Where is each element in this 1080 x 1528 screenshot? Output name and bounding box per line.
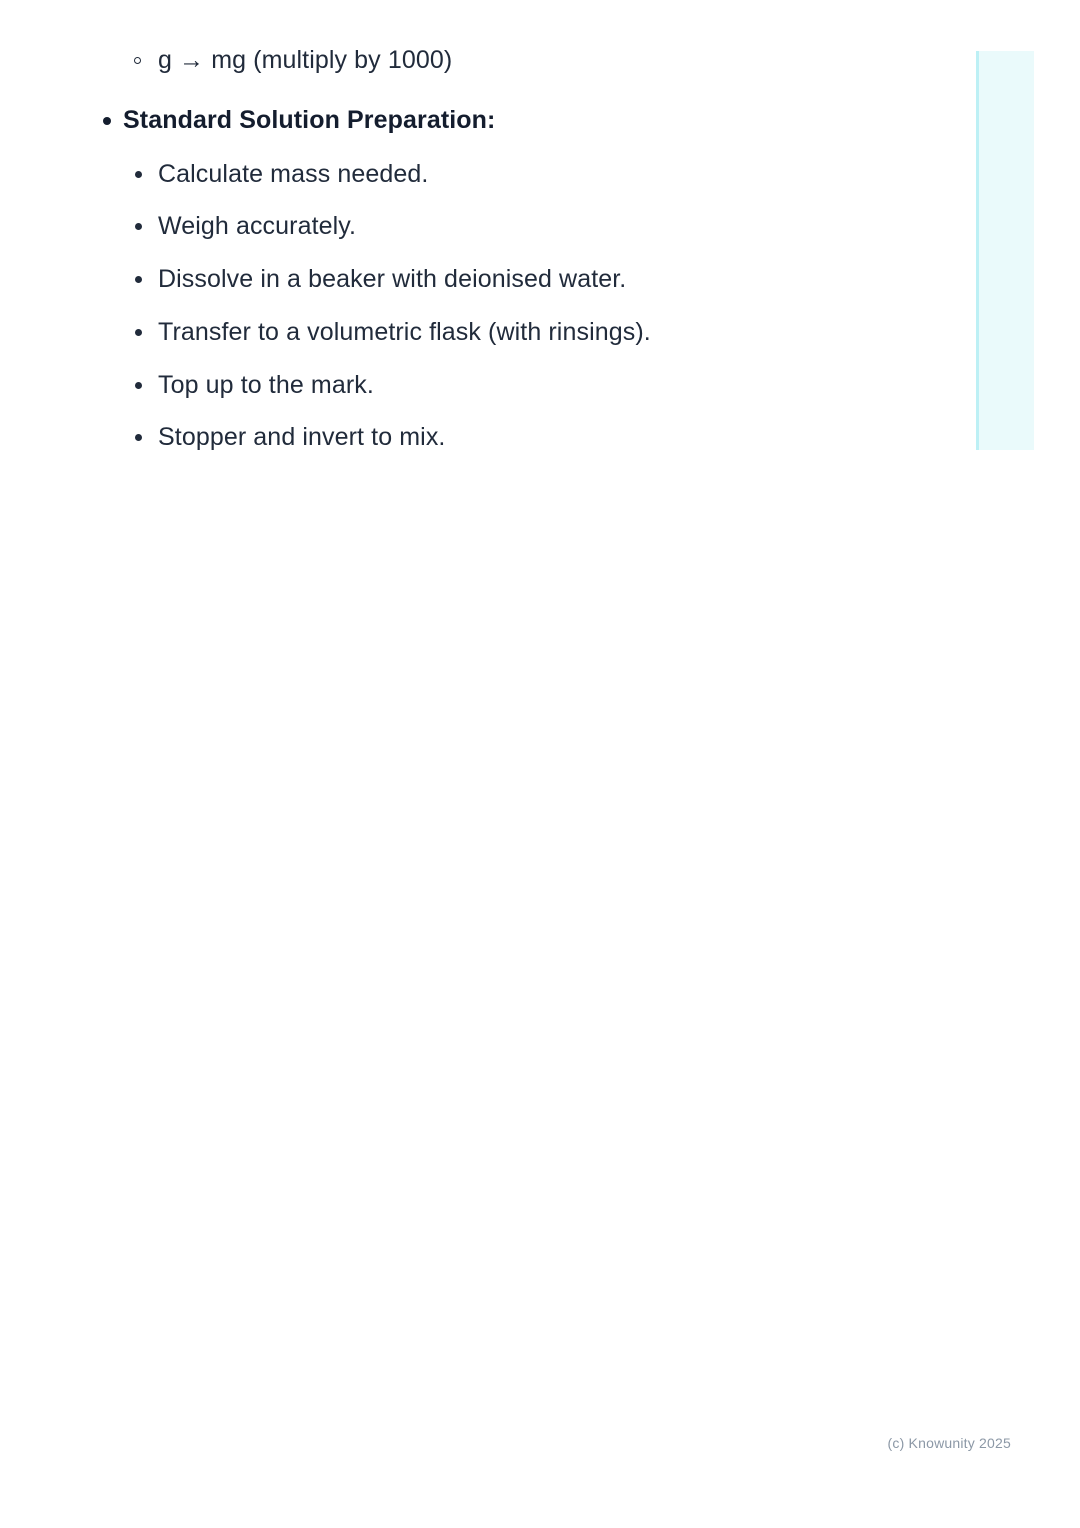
list-item: Calculate mass needed. xyxy=(0,158,940,192)
list-item: Stopper and invert to mix. xyxy=(0,421,940,455)
outline-list xyxy=(0,44,940,78)
section-heading-standard-solution-preparation: Standard Solution Preparation: xyxy=(0,104,940,138)
list-item-conversion: g → mg (multiply by 1000) xyxy=(0,44,940,78)
list-item: Transfer to a volumetric flask (with rinsings). xyxy=(0,316,940,350)
list-item: Top up to the mark. xyxy=(0,369,940,403)
steps-list xyxy=(0,158,940,456)
section-list xyxy=(0,104,940,138)
list-item: Dissolve in a beaker with deionised water. xyxy=(0,263,940,297)
document-content xyxy=(0,0,940,474)
decorative-accent-bar xyxy=(976,51,1034,450)
list-item: Weigh accurately. xyxy=(0,210,940,244)
footer-copyright: (c) Knowunity 2025 xyxy=(887,1435,1011,1451)
